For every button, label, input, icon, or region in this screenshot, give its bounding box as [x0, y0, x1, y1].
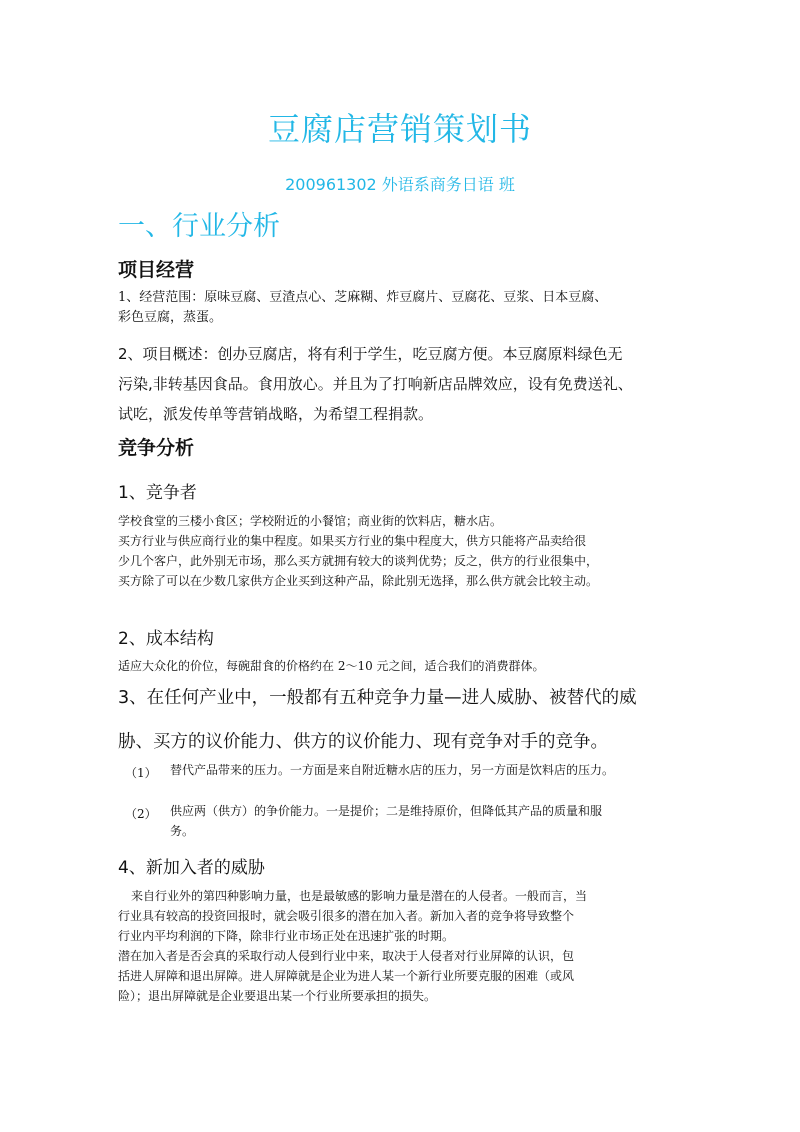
text-line: 买方除了可以在少数几家供方企业买到这种产品，除此别无选择，那么供方就会比较主动。	[118, 574, 599, 588]
list-item	[170, 760, 614, 780]
text-line: 险）；退出屏障就是企业要退出某一个行业所要承担的损失。	[118, 989, 437, 1003]
text-line: 污染,非转基因食品。食用放心。并且为了打响新店品牌效应，设有免费送礼、	[118, 375, 633, 393]
project-scope	[118, 288, 607, 328]
text-line: 少几个客户，此外别无市场，那么买方就拥有较大的谈判优势；反之，供方的行业很集中，	[118, 554, 599, 568]
text-line: 3、在任何产业中，一般都有五种竞争力量—进人威胁、被替代的威	[118, 688, 637, 708]
heading-cost-structure: 2、成本结构	[118, 629, 214, 649]
five-forces-text	[118, 676, 637, 764]
text-line: 学校食堂的三楼小食区；学校附近的小餐馆；商业街的饮料店，糖水店。	[118, 514, 503, 528]
entrants-para-2	[118, 946, 574, 1006]
entrants-para-1	[131, 886, 587, 906]
heading-competition: 竞争分析	[118, 437, 195, 459]
text-line: 供应两（供方）的争价能力。一是提价；二是维持原价，但降低其产品的质量和服	[170, 804, 603, 818]
text-line: 来自行业外的第四种影响力量，也是最敏感的影响力量是潜在的人侵者。一般而言，当	[131, 889, 588, 903]
text-line: 潜在加入者是否会真的采取行动人侵到行业中来，取决于人侵者对行业屏障的认识，包	[118, 949, 575, 963]
cost-text	[118, 656, 545, 676]
text-line: 行业具有较高的投资回报时，就会吸引很多的潜在加入者。新加入者的竞争将导致整个	[118, 909, 575, 923]
section-heading-industry-analysis: 一、行业分析	[118, 211, 280, 242]
list-item	[170, 801, 602, 841]
project-overview	[118, 339, 633, 429]
text-line: 2、项目概述：创办豆腐店，将有利于学生，吃豆腐方便。本豆腐原料绿色无	[118, 345, 623, 363]
document-title: 豆腐店营销策划书	[267, 110, 532, 148]
heading-new-entrants: 4、新加入者的威胁	[118, 858, 265, 878]
text-line: 务。	[170, 824, 195, 838]
list-number: （2）	[125, 807, 157, 821]
competitors-text	[118, 511, 598, 591]
text-line: 括进人屏障和退出屏障。进人屏障就是企业为进人某一个新行业所要克服的困难（或风	[118, 969, 575, 983]
text-line: 彩色豆腐，蒸蛋。	[118, 310, 223, 325]
heading-competitors: 1、竞争者	[118, 483, 197, 503]
text-line: 行业内平均利润的下降，除非行业市场正处在迅速扩张的时期。	[118, 929, 455, 943]
heading-project: 项目经营	[118, 259, 195, 281]
document-subtitle: 200961302 外语系商务日语 班	[285, 175, 515, 194]
text-line: 替代产品带来的压力。一方面是来自附近糖水店的压力，另一方面是饮料店的压力。	[170, 763, 615, 777]
text-line: 试吃，派发传单等营销战略，为希望工程捐款。	[118, 405, 434, 423]
text-line: 适应大众化的价位，每碗甜食的价格约在 2～10 元之间，适合我们的消费群体。	[118, 659, 545, 673]
text-line: 1、经营范围：原味豆腐、豆渣点心、芝麻糊、炸豆腐片、豆腐花、豆浆、日本豆腐、	[118, 290, 608, 305]
text-line: 胁、买方的议价能力、供方的议价能力、现有竞争对手的竞争。	[118, 732, 608, 752]
list-number: （1）	[125, 766, 157, 780]
entrants-para-1-cont	[118, 906, 574, 946]
text-line: 买方行业与供应商行业的集中程度。如果买方行业的集中程度大，供方只能将产品卖给很	[118, 534, 587, 548]
